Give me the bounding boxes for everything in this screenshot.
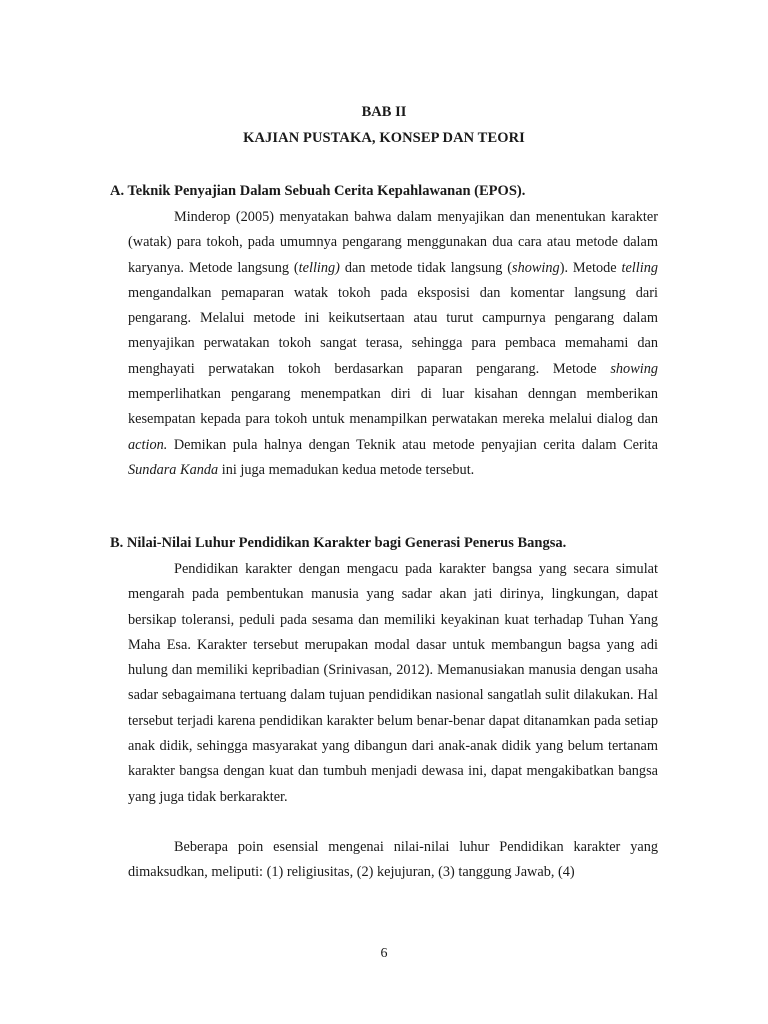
- section-b-heading: B. Nilai-Nilai Luhur Pendidikan Karakter bagi Generasi Penerus Bangsa.: [110, 535, 567, 551]
- text-run: memperlihatkan pengarang menempatkan diri di luar kisahan denngan memberikan kesempatan kepada para tokoh untuk menampilkan perwatakan mereka melalui dialog dan: [128, 386, 658, 428]
- text-run: Pendidikan karakter dengan mengacu pada karakter bangsa yang secara simulat mengarah pada pembentukan manusia yang sadar akan jati dirinya, lingkungan, dapat bersikap toleransi, peduli pada sesama dan memiliki keyakinan kuat terhadap Tuhan Yang Maha Esa. Karakter tersebut merupakan modal dasar untuk membangun bagsa yang adi hulung dan memiliki kepribadian (Srinivasan, 2012). Memanusiakan manusia dengan usaha sadar sebagaimana tertuang dalam tujuan pendidikan nasional sangatlah sulit dilakukan. Hal tersebut terjadi karena pendidikan karakter belum benar-benar dapat ditanamkan pada setiap anak didik, sehingga masyarakat yang dibangun dari anak-anak didik yang belum tertanam karakter bangsa dengan kuat dan tumbuh menjadi dewasa ini, dapat mengakibatkan bangsa yang juga tidak berkarakter.: [128, 561, 658, 805]
- italic-text-run: Sundara Kanda: [128, 461, 219, 478]
- text-run: Minderop (2005) menyatakan bahwa dalam menyajikan dan menentukan karakter (watak) para tokoh, pada umumnya pengarang menggunakan dua cara atau metode dalam karyanya. Metode langsung (: [128, 209, 658, 276]
- page-number: 6: [380, 946, 388, 961]
- italic-text-run: telling: [621, 259, 658, 276]
- text-run: dan metode tidak langsung (: [339, 259, 513, 276]
- text-run: ). Metode: [559, 259, 622, 276]
- italic-text-run: action.: [128, 436, 168, 453]
- section-b-paragraph-2: [128, 835, 658, 886]
- text-run: Beberapa poin esensial mengenai nilai-nilai luhur Pendidikan karakter yang dimaksudkan, meliputi: (1) religiusitas, (2) kejujuran, (3) tanggung Jawab, (4): [128, 839, 658, 881]
- chapter-title: KAJIAN PUSTAKA, KONSEP DAN TEORI: [243, 130, 525, 146]
- section-a-heading: A. Teknik Penyajian Dalam Sebuah Cerita Kepahlawanan (EPOS).: [110, 183, 526, 199]
- section-a-paragraph-1: [128, 205, 658, 483]
- chapter-label: BAB II: [361, 104, 407, 120]
- italic-text-run: showing: [512, 259, 560, 276]
- section-b-paragraph-1: [128, 557, 658, 810]
- text-run: Demikan pula halnya dengan Teknik atau metode penyajian cerita dalam Cerita: [167, 436, 658, 453]
- italic-text-run: telling): [298, 259, 340, 276]
- italic-text-run: showing: [610, 360, 658, 377]
- text-run: ini juga memadukan kedua metode tersebut.: [218, 461, 475, 478]
- text-run: mengandalkan pemaparan watak tokoh pada eksposisi dan komentar langsung dari pengarang. Melalui metode ini keikutsertaan atau turut campurnya pengarang dalam menyajikan perwatakan tokoh sangat terasa, sehingga para pembaca memahami dan menghayati perwatakan tokoh berdasarkan paparan pengarang. Metode: [128, 284, 658, 377]
